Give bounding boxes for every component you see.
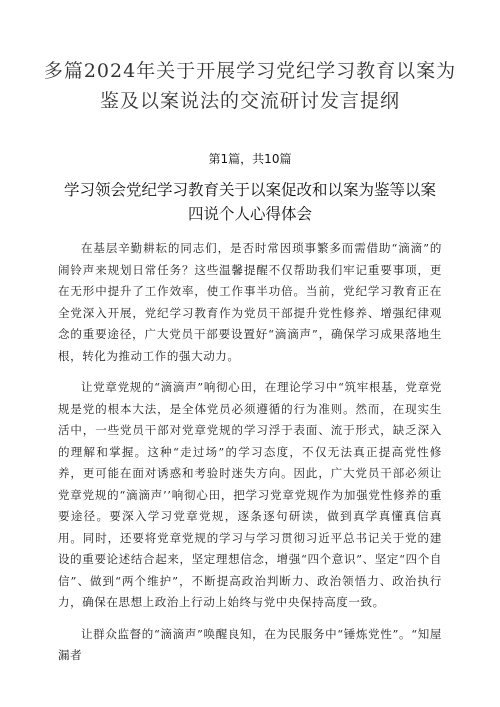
section-title: 学习领会党纪学习教育关于以案促改和以案为鉴等以案四说个人心得体会 <box>63 181 436 223</box>
paragraph-3: 让群众监督的“滴滴声”唤醒良知，在为民服务中“锤炼党性”。“知屋漏者 <box>58 626 442 662</box>
part-label: 第1篇，共10篇 <box>208 152 292 166</box>
paragraph-2: 让党章党规的“滴滴声”响彻心田，在理论学习中“筑牢根基，党章党规是党的根本大法，是全体党员必须遵循的行为准则。然而，在现实生活中，一些党员干部对党章党规的学习浮于表面、流于形式，缺乏深入的理解和掌握。这种“走过场”的学习态度，不仅无法真正提高党性修养，更可能在面对诱惑和考验时迷失方向。因此，广大党员干部必须让党章党规的“滴滴声’’响彻心田，把学习党章党规作为加强党性修养的重要途径。要深入学习党章党规，逐条逐句研读，做到真学真懂真信真用。同时，还要将党章党规的学习与学习贯彻习近平总书记关于党的建设的重要论述结合起来，坚定理想信念，增强“四个意识”、坚定“四个自信”、做到“两个维护”，不断提高政治判断力、政治领悟力、政治执行力，确保在思想上政治上行动上始终与党中央保持高度一致。 <box>58 380 442 609</box>
body-text <box>58 238 442 667</box>
paragraph-1: 在基层辛勤耕耘的同志们，是否时常因琐事繁多而需借助“滴滴”的闹铃声来规划日常任务？这些温馨提醒不仅帮助我们牢记重要事项，更在无形中提升了工作效率，使工作事半功倍。当前，党纪学习教育正在全党深入开展，党纪学习教育作为党员干部提升党性修养、增强纪律观念的重要途径，广大党员干部要设置好“滴滴声”，确保学习成果落地生根，转化为推动工作的强大动力。 <box>58 241 442 363</box>
document-title: 多篇2024年关于开展学习党纪学习教育以案为鉴及以案说法的交流研讨发言提纲 <box>43 60 457 112</box>
